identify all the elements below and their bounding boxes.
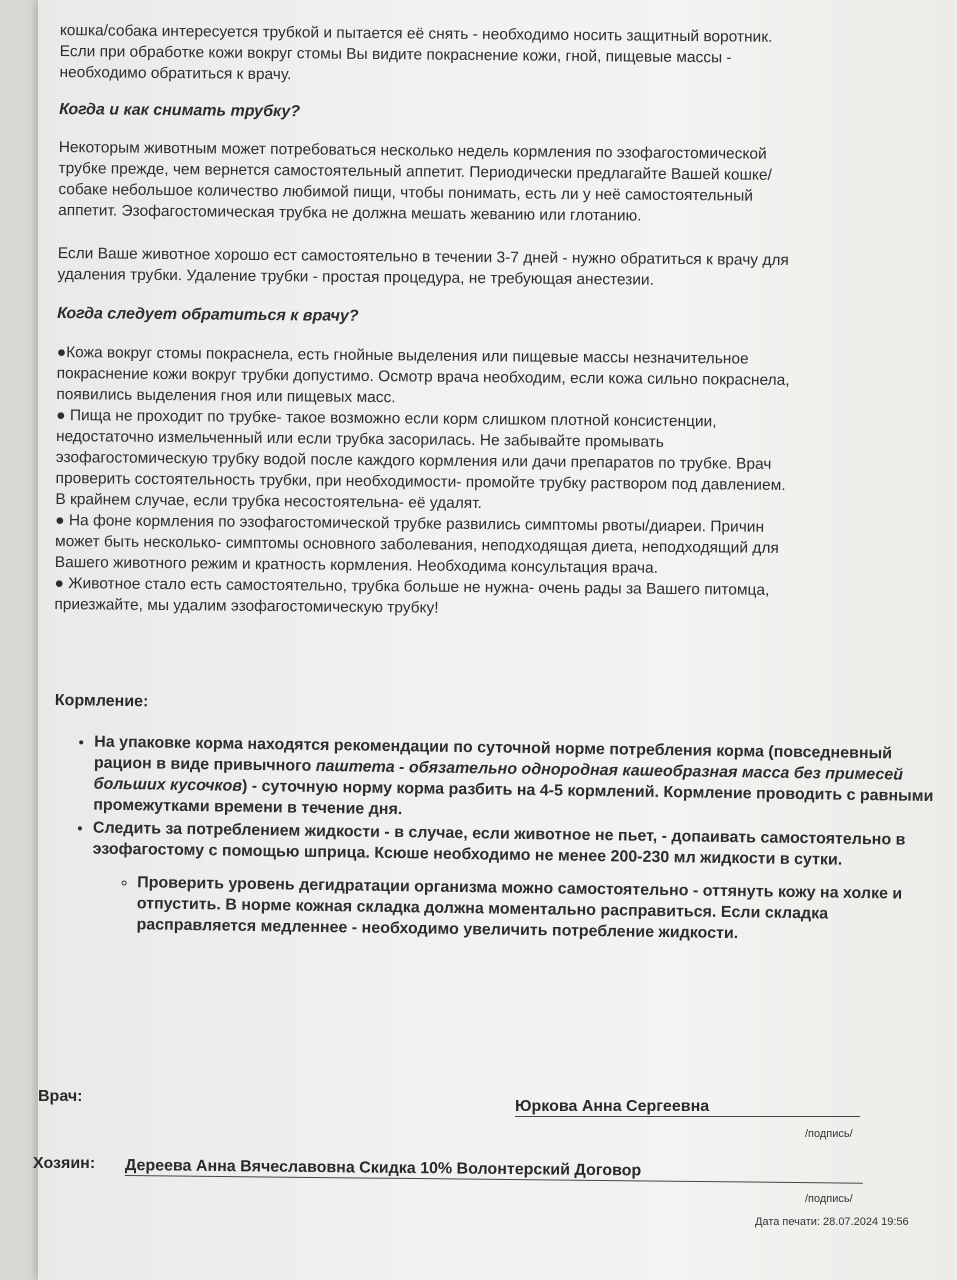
list-line: недостаточно измельченный или если трубка засорилась. Не забывайте промывать: [55, 427, 664, 451]
paragraph-line: удаления трубки. Удаление трубки - простая процедура, не требующая анестезии.: [57, 265, 655, 289]
paragraph-line: трубке прежде, чем вернется самостоятельный аппетит. Периодически предлагайте Вашей кошке/: [58, 159, 772, 184]
paragraph-line: аппетит. Эзофагостомическая трубка не должна мешать жеванию или глотанию.: [58, 201, 642, 225]
paragraph-line: Некоторым животным может потребоваться несколько недель кормления по эзофагостомической: [58, 138, 767, 163]
list-line: ● Пища не проходит по трубке- такое возможно если корм слишком плотной консистенции,: [56, 406, 717, 431]
list-line: покраснение кожи вокруг трубки допустимо. Осмотр врача необходим, если кожа сильно покраснела,: [56, 364, 790, 390]
list-line: проверить состоятельность трубки, при необходимости- промойте трубку раствором под давлением.: [55, 469, 786, 494]
signature-caption-doctor: /подпись/: [805, 1128, 853, 1140]
owner-name-text: Дереева Анна Вячеславовна Скидка 10% Волонтерский Договор: [124, 1157, 642, 1180]
list-line: приезжайте, мы удалим эзофагостомическую трубку!: [54, 595, 439, 617]
feeding-item: [93, 732, 934, 828]
list-line: ●Кожа вокруг стомы покраснела, есть гнойные выделения или пищевые массы незначительное: [56, 343, 749, 368]
document-body: [54, 20, 930, 623]
list-line: ● Животное стало есть самостоятельно, трубка больше не нужна- очень рады за Вашего питомца,: [54, 574, 770, 599]
doctor-label: Врач:: [38, 1088, 83, 1105]
feeding-list: [51, 731, 934, 947]
owner-label: Хозяин:: [33, 1155, 96, 1172]
list-line: может быть несколько- симптомы основного заболевания, неподходящая диета, неподходящий для: [54, 532, 779, 557]
section-heading-remove-tube: Когда и как снимать трубку?: [59, 100, 301, 121]
feeding-heading: Кормление:: [54, 691, 149, 711]
paragraph-line: собаке небольшое количество любимой пищи, чтобы понимать, есть ли у неё самостоятельный: [58, 180, 754, 205]
paragraph: [57, 243, 927, 293]
feeding-item: [91, 818, 933, 947]
list-line: появились выделения гноя или пищевых масс.: [56, 385, 396, 407]
feeding-section: [51, 690, 935, 947]
intro-line: необходимо обратиться к врачу.: [59, 63, 292, 84]
feeding-item-italic: паштета - обязательно однородная кашеобразная масса без примесей больших кусочков: [93, 757, 904, 795]
intro-line: Если при обработке кожи вокруг стомы Вы видите покраснение кожи, гной, пищевые массы -: [59, 42, 732, 67]
paragraph: [58, 137, 929, 229]
list-line: Вашего животного режим и кратность кормления. Необходима консультация врача.: [54, 553, 659, 577]
doctor-name-text: Юркова Анна Сергеевна: [515, 1098, 710, 1115]
feeding-item-text: ) - суточную норму корма разбить на 4-5 кормлений. Кормление проводить с равными промежутками времени в течение дня.: [93, 777, 934, 819]
feeding-item-text: Следить за потреблением жидкости - в случае, если животное не пьет, - допаивать самостоятельно в эзофагостому с помощью шприца. Ксюше необходимо не менее 200-230 мл жидкости в сутки.: [92, 819, 906, 869]
feeding-sublist: [91, 872, 932, 947]
signature-caption-owner: /подпись/: [805, 1193, 853, 1205]
list-line: В крайнем случае, если трубка несостоятельна- её удалят.: [55, 490, 482, 513]
paragraph-line: Если Ваше животное хорошо ест самостоятельно в течении 3-7 дней - нужно обратиться к врачу для: [57, 244, 789, 270]
intro-line: кошка/собака интересуется трубкой и пытается её снять - необходимо носить защитный воротник.: [59, 21, 773, 46]
warning-list: [54, 342, 927, 623]
list-line: эзофагостомическую трубку водой после каждого кормления или дачи препаратов по трубке. Врач: [55, 448, 772, 473]
list-line: ● На фоне кормления по эзофагостомической трубке развились симптомы рвоты/диареи. Причин: [55, 511, 765, 536]
section-heading-see-doctor: Когда следует обратиться к врачу?: [57, 304, 359, 325]
print-date: Дата печати: 28.07.2024 19:56: [755, 1216, 909, 1228]
doctor-name: [515, 1098, 860, 1117]
feeding-subitem: ◦ Проверить уровень дегидратации организма можно самостоятельно - оттянуть кожу на холке и отпустить. В норме кожная складка должна моментально расправиться. Если складка расправляется медленнее - необходимо увеличить потребление жидкости.: [136, 872, 932, 947]
feeding-item-text: На упаковке корма находятся рекомендации по суточной норме потребления корма (повседневный рацион в виде привычного: [93, 733, 893, 775]
